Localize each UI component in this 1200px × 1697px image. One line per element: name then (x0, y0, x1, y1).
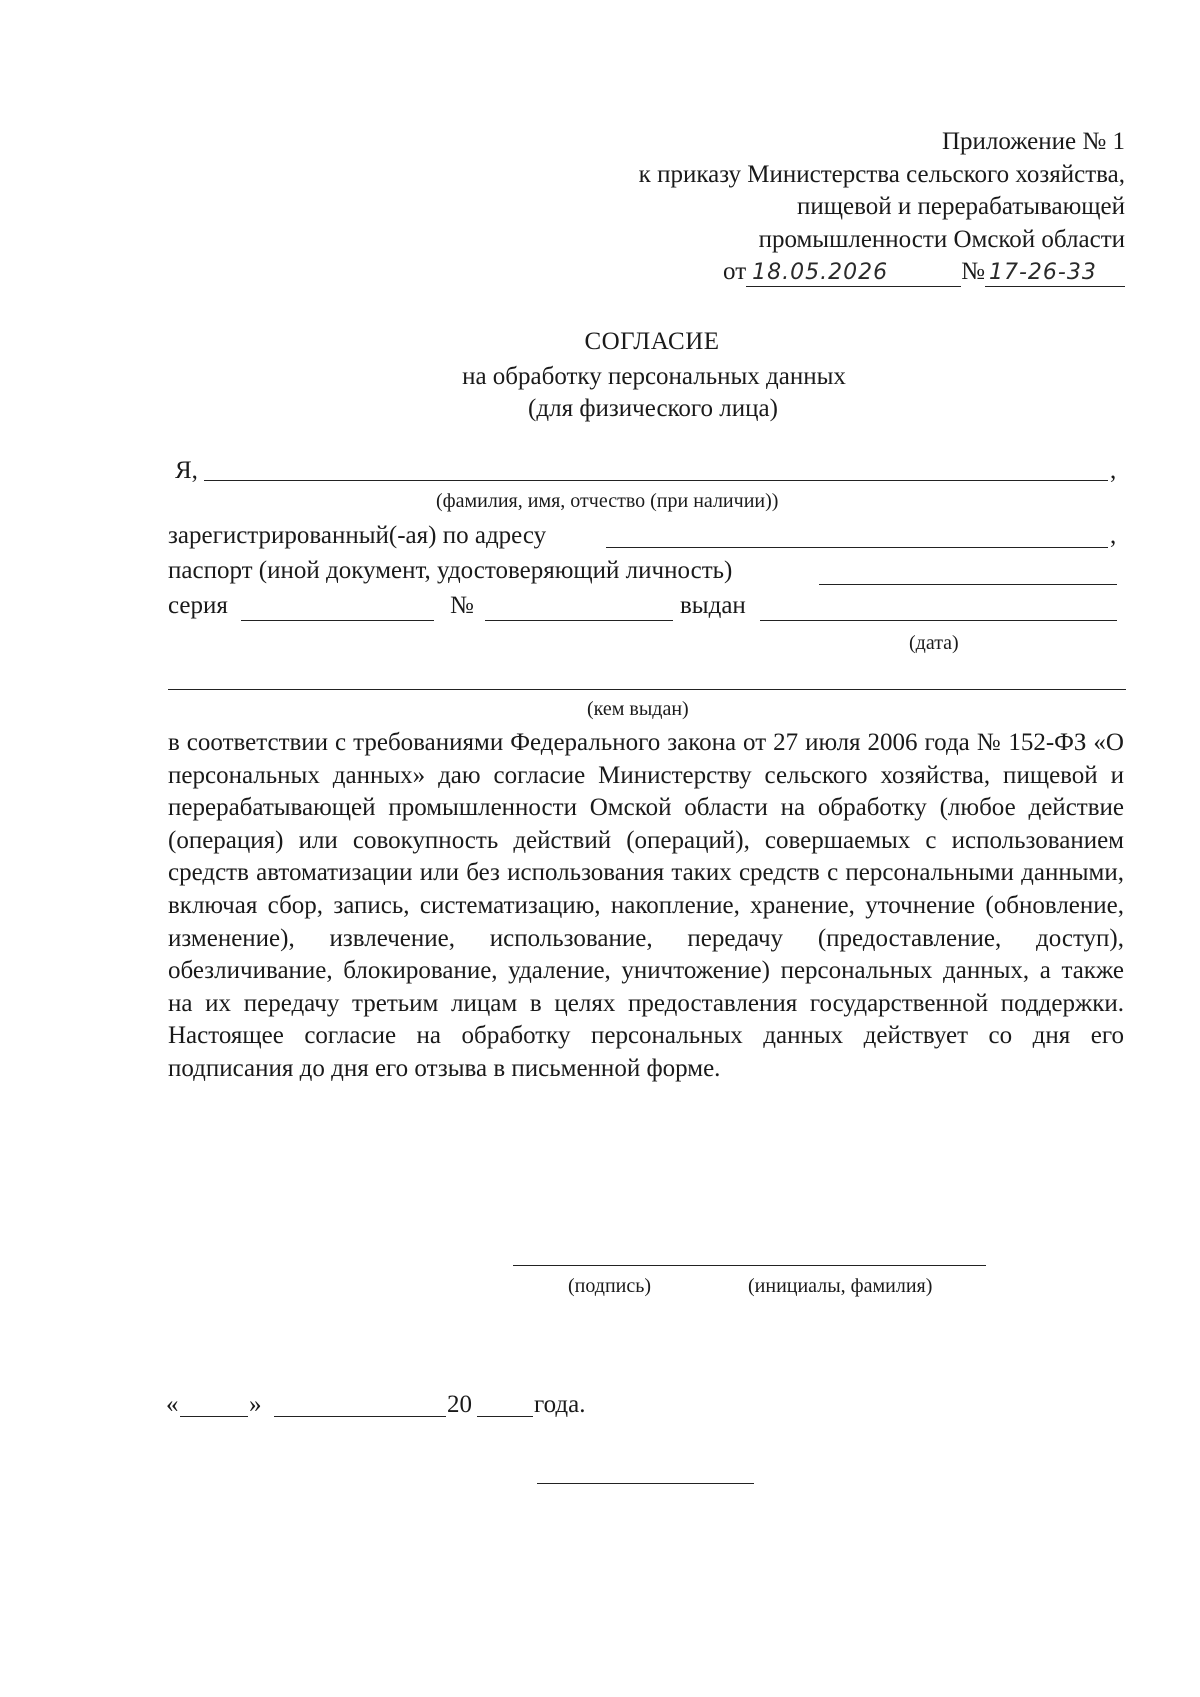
passport-label: паспорт (иной документ, удостоверяющий личность) (168, 557, 733, 584)
initials-surname-caption: (инициалы, фамилия) (748, 1275, 933, 1297)
century-label: 20 (447, 1391, 472, 1418)
issue-date-input-line[interactable] (760, 620, 1117, 621)
signature-caption: (подпись) (568, 1275, 652, 1297)
appendix-number: Приложение № 1 (941, 128, 1125, 155)
appendix-header (480, 126, 1125, 289)
registered-address-label: зарегистрированный(-ая) по адресу (168, 522, 547, 549)
passport-number-label: № (450, 592, 474, 619)
address-comma: , (1110, 522, 1117, 549)
document-subtitle: на обработку персональных данных (462, 363, 846, 390)
month-input-line[interactable] (274, 1416, 446, 1417)
year-input-line[interactable] (477, 1416, 533, 1417)
address-input-line[interactable] (606, 547, 1108, 548)
ministry-name-line1: пищевой и перерабатывающей (796, 193, 1125, 220)
passport-number-input-line[interactable] (485, 620, 673, 621)
fio-caption: (фамилия, имя, отчество (при наличии)) (436, 490, 779, 512)
document-subtitle-person-type: (для физического лица) (528, 395, 778, 422)
handwritten-order-date: 18.05.2026 (746, 260, 961, 287)
issued-by-input-line[interactable] (168, 689, 1126, 690)
date-close-quote: » (249, 1391, 262, 1418)
passport-input-line[interactable] (819, 584, 1117, 585)
consent-body-text: в соответствии с требованиями Федерального закона от 27 июля 2006 года № 152-ФЗ «О персональных данных» даю согласие Министерству сельского хозяйства, пищевой и перерабатывающей промышленности Омской области на обработку (любое действие (операция) или совокупность действий (операций), совершаемых с использованием средств автоматизации или без использования таких средств с персональными данными, включая сбор, запись, систематизацию, накопление, хранение, уточнение (обновление, изменение), извлечение, использование, передачу (предоставление, доступ), обезличивание, блокирование, удаление, уничтожение) персональных данных, а также на их передачу третьим лицам в целях предоставления государственной поддержки. Настоящее согласие на обработку персональных данных действует со дня его подписания до дня его отзыва в письменной форме. (168, 729, 1124, 1082)
year-word: года. (534, 1391, 586, 1418)
series-label: серия (168, 592, 228, 619)
from-label: от (723, 258, 747, 285)
i-label: Я, (175, 457, 198, 484)
document-title: СОГЛАСИЕ (584, 328, 720, 355)
order-number-label: № (961, 258, 985, 285)
date-caption: (дата) (909, 632, 959, 654)
issued-by-caption: (кем выдан) (587, 698, 689, 720)
day-input-line[interactable] (180, 1416, 248, 1417)
date-open-quote: « (166, 1391, 179, 1418)
order-date-number-line (480, 256, 1125, 289)
ministry-name-line2: промышленности Омской области (758, 225, 1125, 253)
initials-surname-line[interactable] (728, 1265, 986, 1266)
series-input-line[interactable] (241, 620, 434, 621)
order-reference: к приказу Министерства сельского хозяйства, (638, 160, 1125, 188)
fio-comma: , (1110, 457, 1117, 484)
issued-label: выдан (680, 592, 746, 619)
bottom-separator-line (537, 1483, 754, 1484)
fio-input-line[interactable] (204, 480, 1108, 481)
signature-line[interactable] (513, 1265, 728, 1266)
handwritten-order-number: 17-26-33 (985, 260, 1125, 287)
